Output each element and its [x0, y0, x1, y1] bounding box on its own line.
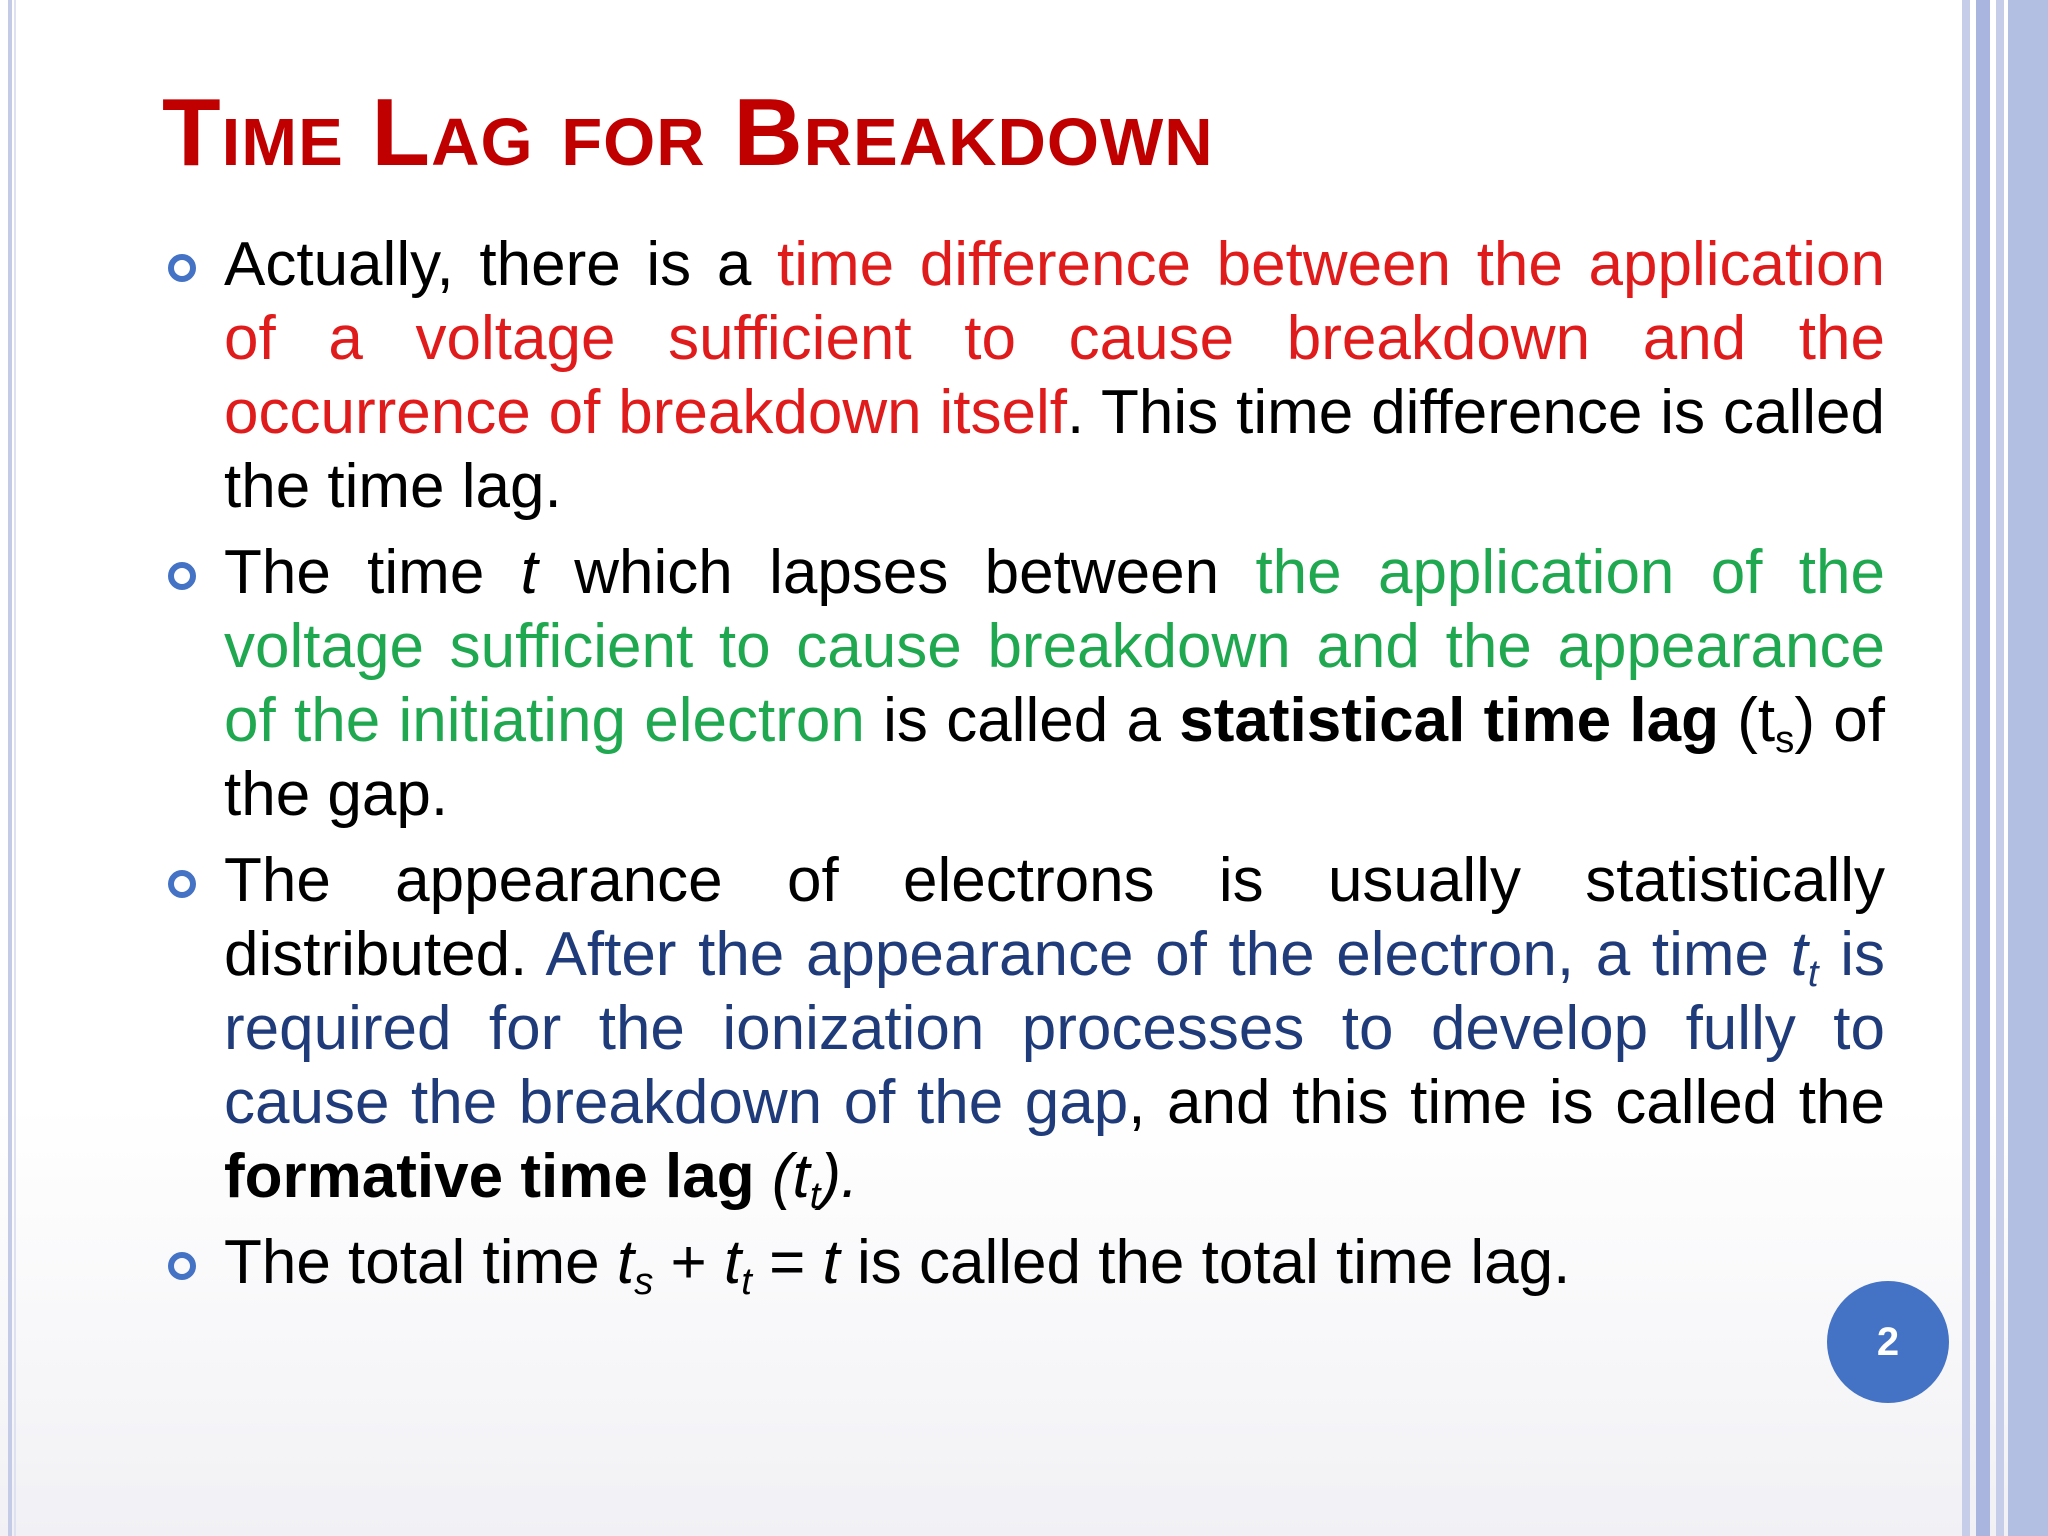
ring-bullet-icon — [168, 1252, 196, 1280]
term-statistical-time-lag: statistical time lag — [1179, 686, 1719, 755]
variable-t: t — [616, 1228, 635, 1297]
slide-title: Time Lag for Breakdown — [162, 79, 1214, 186]
variable-t: t — [723, 1228, 742, 1297]
bullet-3-mid: , and this time is called the — [1128, 1068, 1885, 1137]
right-stripe — [1962, 0, 1970, 1536]
right-stripe — [1976, 0, 1990, 1536]
bullet-3-paren: (t — [754, 1142, 810, 1211]
bullet-2-highlight: the application of the voltage sufficient to cause breakdown and the appearance of the initiating electron — [224, 538, 1886, 755]
bullet-list — [160, 228, 1885, 1312]
bullet-item-4 — [160, 1226, 1885, 1303]
right-stripe — [2008, 0, 2048, 1536]
subscript-s: s — [1775, 717, 1795, 761]
bullet-item-2 — [160, 536, 1885, 832]
ring-bullet-icon — [168, 254, 196, 282]
bullet-4-lead: The total time — [224, 1228, 617, 1297]
bullet-2-tail: ) of the gap. — [224, 686, 1885, 829]
equals-sign: = — [751, 1228, 823, 1297]
bullet-item-1 — [160, 228, 1885, 524]
subscript-t: t — [1807, 951, 1819, 995]
plus-sign: + — [653, 1228, 724, 1297]
bullet-3-highlight-b: is required for the ionization processes to develop fully to cause the breakdown of the gap — [224, 920, 1886, 1137]
right-stripe — [1996, 0, 2004, 1536]
page-number-badge: 2 — [1827, 1281, 1949, 1403]
bullet-1-highlight: time difference between the application of a voltage sufficient to cause breakdown and the occurrence of breakdown itself — [224, 230, 1885, 447]
bullet-item-3 — [160, 844, 1886, 1217]
bullet-1-lead: Actually, there is a — [224, 230, 777, 299]
bullet-3-highlight-a: After the appearance of the electron, a time — [545, 920, 1791, 989]
bullet-2-paren-open: (t — [1718, 686, 1776, 755]
variable-t: t — [822, 1228, 840, 1297]
bullet-3-lead: The appearance of electrons is usually statistically distributed. — [224, 846, 1885, 989]
variable-t: t — [1790, 920, 1808, 989]
bullet-3-close: ). — [820, 1142, 859, 1211]
bullet-1-tail: . This time difference is called the time lag. — [224, 378, 1885, 521]
bullet-2-mid: which lapses between — [537, 538, 1256, 607]
term-formative-time-lag: formative time lag — [224, 1142, 755, 1211]
bullet-2-called: is called a — [864, 686, 1180, 755]
subscript-t: t — [809, 1173, 821, 1217]
subscript-s: s — [634, 1259, 654, 1303]
left-border-inner — [14, 0, 16, 1536]
ring-bullet-icon — [168, 870, 196, 898]
left-border — [8, 0, 12, 1536]
ring-bullet-icon — [168, 562, 196, 590]
subscript-t: t — [741, 1259, 752, 1303]
variable-t: t — [520, 538, 538, 607]
bullet-2-lead: The time — [224, 538, 521, 607]
bullet-4-tail: is called the total time lag. — [839, 1228, 1571, 1297]
